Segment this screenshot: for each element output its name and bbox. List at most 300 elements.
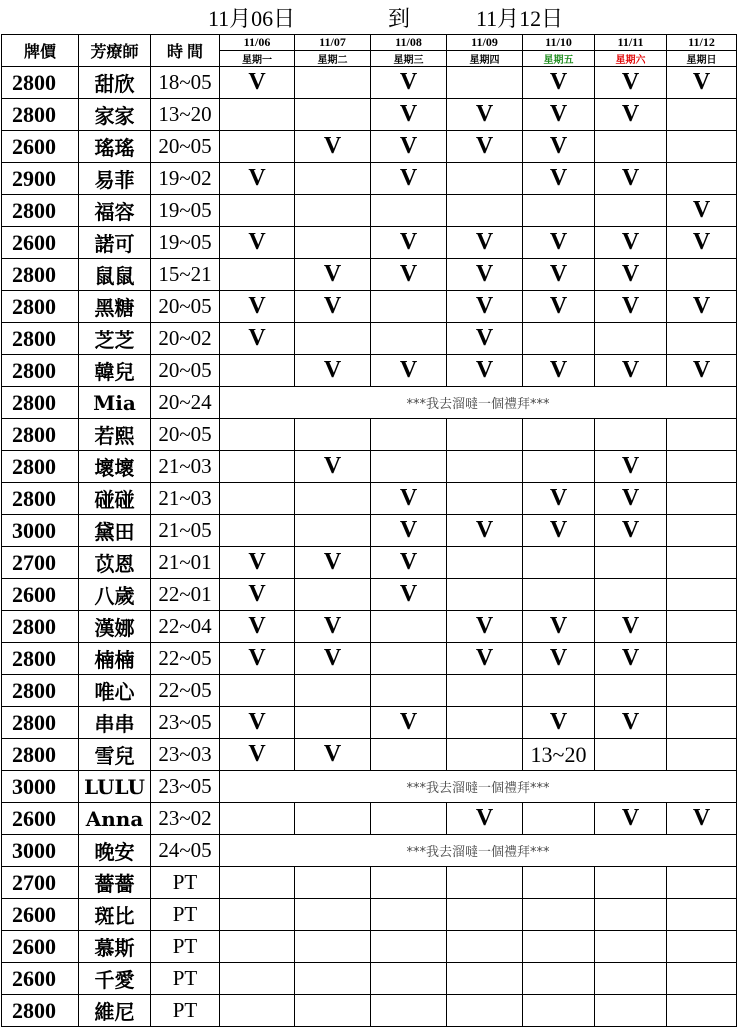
empty-cell xyxy=(295,419,371,451)
empty-cell xyxy=(667,931,737,963)
empty-cell xyxy=(371,931,447,963)
price-cell: 2800 xyxy=(2,387,79,419)
empty-cell xyxy=(220,803,295,835)
header-weekday-1: 星期二 xyxy=(295,51,371,67)
empty-cell xyxy=(371,899,447,931)
empty-cell xyxy=(595,131,667,163)
price-cell: 2800 xyxy=(2,259,79,291)
empty-cell xyxy=(295,323,371,355)
empty-cell xyxy=(220,931,295,963)
available-mark: V xyxy=(220,323,295,355)
leave-note: ***我去溜噠一個禮拜*** xyxy=(220,835,737,867)
end-date: 11月12日 xyxy=(476,6,564,31)
available-mark: V xyxy=(667,67,737,99)
price-cell: 2800 xyxy=(2,995,79,1027)
empty-cell xyxy=(667,579,737,611)
table-row xyxy=(2,99,737,131)
table-row xyxy=(2,259,737,291)
available-mark: V xyxy=(667,355,737,387)
therapist-name: 碰碰 xyxy=(79,483,151,515)
special-hours: 13~20 xyxy=(523,739,595,771)
empty-cell xyxy=(295,931,371,963)
empty-cell xyxy=(371,419,447,451)
empty-cell xyxy=(447,739,523,771)
shift-time: 18~05 xyxy=(151,67,220,99)
available-mark: V xyxy=(371,131,447,163)
empty-cell xyxy=(667,963,737,995)
empty-cell xyxy=(595,899,667,931)
therapist-name: 甜欣 xyxy=(79,67,151,99)
header-weekday-3: 星期四 xyxy=(447,51,523,67)
empty-cell xyxy=(220,419,295,451)
price-cell: 2800 xyxy=(2,707,79,739)
available-mark: V xyxy=(667,291,737,323)
empty-cell xyxy=(220,259,295,291)
empty-cell xyxy=(523,963,595,995)
available-mark: V xyxy=(523,291,595,323)
to-label: 到 xyxy=(388,6,411,31)
available-mark: V xyxy=(371,483,447,515)
price-cell: 2800 xyxy=(2,195,79,227)
empty-cell xyxy=(447,547,523,579)
available-mark: V xyxy=(523,67,595,99)
header-date-1: 11/07 xyxy=(295,35,371,51)
table-row xyxy=(2,835,737,867)
table-row xyxy=(2,131,737,163)
header-weekday-5: 星期六 xyxy=(595,51,667,67)
empty-cell xyxy=(371,739,447,771)
empty-cell xyxy=(220,995,295,1027)
empty-cell xyxy=(595,675,667,707)
price-cell: 2800 xyxy=(2,451,79,483)
empty-cell xyxy=(667,899,737,931)
price-cell: 2600 xyxy=(2,803,79,835)
table-row xyxy=(2,227,737,259)
empty-cell xyxy=(667,451,737,483)
table-row xyxy=(2,419,737,451)
available-mark: V xyxy=(523,643,595,675)
available-mark: V xyxy=(220,291,295,323)
therapist-name: 壞壞 xyxy=(79,451,151,483)
table-row xyxy=(2,547,737,579)
empty-cell xyxy=(447,963,523,995)
header-therapist: 芳療師 xyxy=(79,35,151,67)
available-mark: V xyxy=(371,515,447,547)
shift-time: PT xyxy=(151,995,220,1027)
header-price: 牌價 xyxy=(2,35,79,67)
shift-time: 24~05 xyxy=(151,835,220,867)
price-cell: 2800 xyxy=(2,643,79,675)
available-mark: V xyxy=(447,291,523,323)
available-mark: V xyxy=(595,483,667,515)
available-mark: V xyxy=(295,611,371,643)
empty-cell xyxy=(220,131,295,163)
shift-time: 20~05 xyxy=(151,131,220,163)
available-mark: V xyxy=(447,323,523,355)
available-mark: V xyxy=(523,259,595,291)
empty-cell xyxy=(371,803,447,835)
empty-cell xyxy=(295,227,371,259)
table-row xyxy=(2,803,737,835)
empty-cell xyxy=(220,675,295,707)
empty-cell xyxy=(667,547,737,579)
available-mark: V xyxy=(371,227,447,259)
leave-note: ***我去溜噠一個禮拜*** xyxy=(220,387,737,419)
empty-cell xyxy=(371,451,447,483)
therapist-name: 維尼 xyxy=(79,995,151,1027)
available-mark: V xyxy=(595,611,667,643)
empty-cell xyxy=(220,899,295,931)
empty-cell xyxy=(295,515,371,547)
empty-cell xyxy=(447,163,523,195)
empty-cell xyxy=(667,259,737,291)
price-cell: 2800 xyxy=(2,323,79,355)
available-mark: V xyxy=(523,131,595,163)
empty-cell xyxy=(523,547,595,579)
available-mark: V xyxy=(371,163,447,195)
empty-cell xyxy=(447,579,523,611)
therapist-name: 黑糖 xyxy=(79,291,151,323)
table-row xyxy=(2,483,737,515)
empty-cell xyxy=(220,483,295,515)
therapist-name: 若熙 xyxy=(79,419,151,451)
available-mark: V xyxy=(371,547,447,579)
available-mark: V xyxy=(447,227,523,259)
available-mark: V xyxy=(220,643,295,675)
empty-cell xyxy=(371,323,447,355)
empty-cell xyxy=(667,483,737,515)
available-mark: V xyxy=(447,259,523,291)
available-mark: V xyxy=(220,611,295,643)
therapist-name: 瑤瑤 xyxy=(79,131,151,163)
table-row xyxy=(2,771,737,803)
shift-time: 23~02 xyxy=(151,803,220,835)
therapist-name: 晚安 xyxy=(79,835,151,867)
empty-cell xyxy=(295,803,371,835)
table-row xyxy=(2,931,737,963)
empty-cell xyxy=(523,675,595,707)
header-date-2: 11/08 xyxy=(371,35,447,51)
table-row xyxy=(2,675,737,707)
header-date-6: 11/12 xyxy=(667,35,737,51)
therapist-name: Anna xyxy=(79,803,151,835)
price-cell: 3000 xyxy=(2,771,79,803)
price-cell: 2600 xyxy=(2,227,79,259)
empty-cell xyxy=(295,99,371,131)
price-cell: 2600 xyxy=(2,899,79,931)
shift-time: 22~01 xyxy=(151,579,220,611)
empty-cell xyxy=(667,707,737,739)
empty-cell xyxy=(523,867,595,899)
empty-cell xyxy=(447,483,523,515)
therapist-name: 福容 xyxy=(79,195,151,227)
empty-cell xyxy=(220,451,295,483)
shift-time: PT xyxy=(151,899,220,931)
price-cell: 2700 xyxy=(2,867,79,899)
empty-cell xyxy=(220,195,295,227)
shift-time: 20~05 xyxy=(151,419,220,451)
available-mark: V xyxy=(667,803,737,835)
empty-cell xyxy=(295,867,371,899)
price-cell: 2800 xyxy=(2,67,79,99)
table-row xyxy=(2,355,737,387)
shift-time: 20~02 xyxy=(151,323,220,355)
empty-cell xyxy=(595,419,667,451)
empty-cell xyxy=(523,995,595,1027)
available-mark: V xyxy=(595,99,667,131)
empty-cell xyxy=(595,867,667,899)
price-cell: 2600 xyxy=(2,963,79,995)
header-weekday-0: 星期一 xyxy=(220,51,295,67)
price-cell: 3000 xyxy=(2,835,79,867)
price-cell: 2800 xyxy=(2,291,79,323)
available-mark: V xyxy=(220,579,295,611)
table-row xyxy=(2,291,737,323)
empty-cell xyxy=(371,195,447,227)
empty-cell xyxy=(371,963,447,995)
available-mark: V xyxy=(295,259,371,291)
schedule-table xyxy=(1,34,737,1027)
available-mark: V xyxy=(220,163,295,195)
therapist-name: 苡恩 xyxy=(79,547,151,579)
empty-cell xyxy=(595,995,667,1027)
available-mark: V xyxy=(523,611,595,643)
therapist-name: 諾可 xyxy=(79,227,151,259)
shift-time: 21~03 xyxy=(151,451,220,483)
empty-cell xyxy=(295,163,371,195)
empty-cell xyxy=(220,515,295,547)
empty-cell xyxy=(371,643,447,675)
shift-time: 22~04 xyxy=(151,611,220,643)
shift-time: 21~05 xyxy=(151,515,220,547)
available-mark: V xyxy=(595,515,667,547)
price-cell: 2800 xyxy=(2,675,79,707)
available-mark: V xyxy=(295,547,371,579)
table-row xyxy=(2,995,737,1027)
available-mark: V xyxy=(595,163,667,195)
empty-cell xyxy=(371,867,447,899)
empty-cell xyxy=(667,643,737,675)
table-row xyxy=(2,163,737,195)
header-time: 時 間 xyxy=(151,35,220,67)
available-mark: V xyxy=(523,227,595,259)
available-mark: V xyxy=(295,355,371,387)
empty-cell xyxy=(295,195,371,227)
empty-cell xyxy=(220,867,295,899)
available-mark: V xyxy=(447,515,523,547)
available-mark: V xyxy=(595,643,667,675)
therapist-name: 易菲 xyxy=(79,163,151,195)
price-cell: 2800 xyxy=(2,355,79,387)
empty-cell xyxy=(447,867,523,899)
table-row xyxy=(2,67,737,99)
empty-cell xyxy=(667,995,737,1027)
price-cell: 2800 xyxy=(2,99,79,131)
shift-time: 13~20 xyxy=(151,99,220,131)
empty-cell xyxy=(295,579,371,611)
header-date-0: 11/06 xyxy=(220,35,295,51)
available-mark: V xyxy=(295,451,371,483)
shift-time: 19~05 xyxy=(151,195,220,227)
price-cell: 2700 xyxy=(2,547,79,579)
available-mark: V xyxy=(447,611,523,643)
header-weekday-4: 星期五 xyxy=(523,51,595,67)
header-date-3: 11/09 xyxy=(447,35,523,51)
price-cell: 3000 xyxy=(2,515,79,547)
table-row xyxy=(2,739,737,771)
empty-cell xyxy=(667,131,737,163)
empty-cell xyxy=(523,931,595,963)
empty-cell xyxy=(220,355,295,387)
price-cell: 2600 xyxy=(2,579,79,611)
price-cell: 2800 xyxy=(2,611,79,643)
empty-cell xyxy=(447,451,523,483)
available-mark: V xyxy=(220,227,295,259)
table-row xyxy=(2,515,737,547)
shift-time: 19~02 xyxy=(151,163,220,195)
therapist-name: 串串 xyxy=(79,707,151,739)
leave-note: ***我去溜噠一個禮拜*** xyxy=(220,771,737,803)
available-mark: V xyxy=(371,707,447,739)
therapist-name: 八歲 xyxy=(79,579,151,611)
therapist-name: 鼠鼠 xyxy=(79,259,151,291)
empty-cell xyxy=(523,195,595,227)
empty-cell xyxy=(371,611,447,643)
table-row xyxy=(2,579,737,611)
empty-cell xyxy=(667,99,737,131)
empty-cell xyxy=(523,451,595,483)
available-mark: V xyxy=(595,451,667,483)
available-mark: V xyxy=(371,259,447,291)
therapist-name: 芝芝 xyxy=(79,323,151,355)
empty-cell xyxy=(667,675,737,707)
empty-cell xyxy=(447,931,523,963)
shift-time: PT xyxy=(151,931,220,963)
therapist-name: 黛田 xyxy=(79,515,151,547)
shift-time: 22~05 xyxy=(151,675,220,707)
empty-cell xyxy=(295,963,371,995)
empty-cell xyxy=(447,419,523,451)
empty-cell xyxy=(523,419,595,451)
header-date-4: 11/10 xyxy=(523,35,595,51)
available-mark: V xyxy=(523,355,595,387)
empty-cell xyxy=(595,195,667,227)
table-row xyxy=(2,963,737,995)
empty-cell xyxy=(295,995,371,1027)
empty-cell xyxy=(371,995,447,1027)
available-mark: V xyxy=(447,355,523,387)
price-cell: 2800 xyxy=(2,483,79,515)
empty-cell xyxy=(447,995,523,1027)
shift-time: 21~03 xyxy=(151,483,220,515)
available-mark: V xyxy=(523,483,595,515)
table-row xyxy=(2,707,737,739)
empty-cell xyxy=(595,547,667,579)
empty-cell xyxy=(447,899,523,931)
header-date-5: 11/11 xyxy=(595,35,667,51)
available-mark: V xyxy=(220,739,295,771)
table-row xyxy=(2,323,737,355)
empty-cell xyxy=(371,291,447,323)
header-weekday-6: 星期日 xyxy=(667,51,737,67)
available-mark: V xyxy=(447,131,523,163)
therapist-name: 韓兒 xyxy=(79,355,151,387)
therapist-name: 千愛 xyxy=(79,963,151,995)
table-row xyxy=(2,195,737,227)
therapist-name: 雪兒 xyxy=(79,739,151,771)
available-mark: V xyxy=(595,259,667,291)
empty-cell xyxy=(447,707,523,739)
empty-cell xyxy=(220,99,295,131)
available-mark: V xyxy=(667,227,737,259)
schedule-title xyxy=(0,0,737,34)
therapist-name: 楠楠 xyxy=(79,643,151,675)
available-mark: V xyxy=(447,99,523,131)
shift-time: 23~03 xyxy=(151,739,220,771)
shift-time: 23~05 xyxy=(151,771,220,803)
empty-cell xyxy=(371,675,447,707)
empty-cell xyxy=(667,611,737,643)
available-mark: V xyxy=(595,803,667,835)
price-cell: 2900 xyxy=(2,163,79,195)
available-mark: V xyxy=(371,99,447,131)
shift-time: 21~01 xyxy=(151,547,220,579)
empty-cell xyxy=(595,323,667,355)
empty-cell xyxy=(295,899,371,931)
shift-time: PT xyxy=(151,963,220,995)
available-mark: V xyxy=(295,739,371,771)
start-date: 11月06日 xyxy=(208,6,296,31)
empty-cell xyxy=(295,707,371,739)
price-cell: 2800 xyxy=(2,739,79,771)
empty-cell xyxy=(667,515,737,547)
empty-cell xyxy=(447,675,523,707)
empty-cell xyxy=(523,323,595,355)
empty-cell xyxy=(667,163,737,195)
available-mark: V xyxy=(295,131,371,163)
available-mark: V xyxy=(447,643,523,675)
shift-time: 20~24 xyxy=(151,387,220,419)
shift-time: 15~21 xyxy=(151,259,220,291)
price-cell: 2600 xyxy=(2,131,79,163)
therapist-name: 薔薔 xyxy=(79,867,151,899)
available-mark: V xyxy=(447,803,523,835)
shift-time: 19~05 xyxy=(151,227,220,259)
empty-cell xyxy=(667,739,737,771)
empty-cell xyxy=(523,579,595,611)
empty-cell xyxy=(595,579,667,611)
shift-time: 22~05 xyxy=(151,643,220,675)
available-mark: V xyxy=(220,547,295,579)
empty-cell xyxy=(447,195,523,227)
empty-cell xyxy=(595,931,667,963)
shift-time: 20~05 xyxy=(151,355,220,387)
available-mark: V xyxy=(523,99,595,131)
available-mark: V xyxy=(595,707,667,739)
available-mark: V xyxy=(667,195,737,227)
empty-cell xyxy=(295,483,371,515)
therapist-name: 家家 xyxy=(79,99,151,131)
empty-cell xyxy=(595,739,667,771)
empty-cell xyxy=(295,675,371,707)
shift-time: PT xyxy=(151,867,220,899)
available-mark: V xyxy=(371,67,447,99)
available-mark: V xyxy=(371,355,447,387)
available-mark: V xyxy=(595,227,667,259)
therapist-name: LULU xyxy=(79,771,151,803)
empty-cell xyxy=(667,419,737,451)
empty-cell xyxy=(523,899,595,931)
